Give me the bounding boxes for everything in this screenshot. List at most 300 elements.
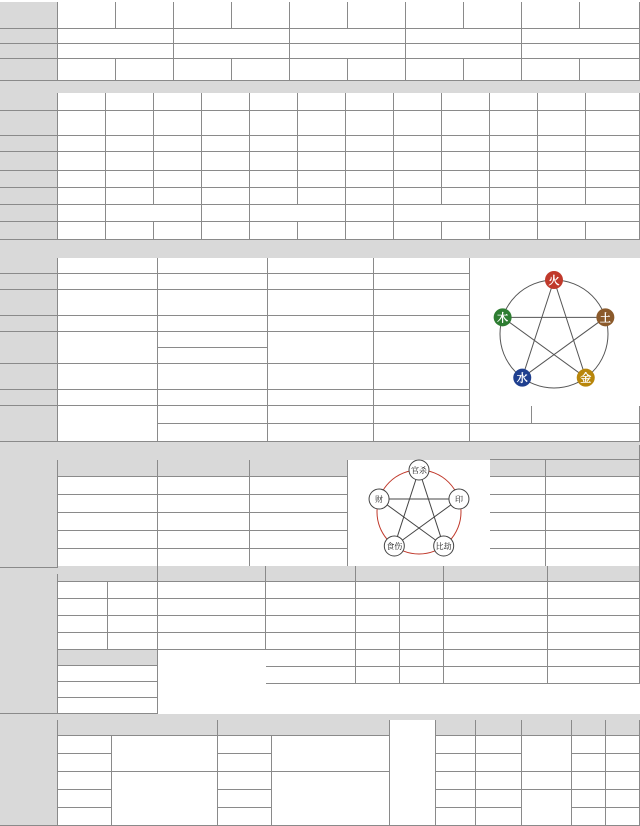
branch-cell	[586, 111, 640, 136]
sanhui-title	[58, 566, 158, 582]
wangshuai-cell	[538, 188, 586, 205]
yunqi-header	[436, 720, 476, 736]
sizhu-cell	[158, 274, 268, 290]
hidden-cell	[106, 171, 154, 188]
liuqin-cell	[58, 332, 158, 364]
note-cell	[532, 406, 640, 424]
bagua-cell	[250, 222, 298, 240]
branch_fangwei-cell	[586, 152, 640, 171]
liuqin1-label	[0, 332, 58, 364]
riyuan-cell	[158, 495, 250, 513]
wangshuai-cell	[490, 188, 538, 205]
tiangan-he-header	[546, 460, 640, 477]
yunqi-header	[522, 720, 572, 736]
strong-row	[58, 790, 112, 808]
tiangan-label	[0, 290, 58, 316]
sanhui-cell	[58, 616, 108, 633]
tiangan-chong-cell	[490, 531, 546, 549]
sizhu-label	[0, 274, 58, 290]
weak-col-cell	[606, 754, 640, 772]
body-label	[0, 59, 58, 81]
liuhe-cell	[266, 599, 356, 616]
age-cell	[268, 390, 374, 406]
branch_fangwei-label	[0, 152, 58, 171]
dizhi-label	[0, 364, 58, 390]
riyuan-cell	[58, 549, 158, 567]
liupo-cell	[548, 582, 640, 599]
liuchong-cell	[400, 616, 444, 633]
branch_fangwei-cell	[250, 152, 298, 171]
stem-cell	[58, 2, 116, 29]
riyuan-cell	[58, 477, 158, 495]
liuqin-cell	[158, 332, 268, 348]
liupo-cell	[548, 633, 640, 650]
empty-cell	[268, 316, 374, 332]
sizhu-cell	[268, 274, 374, 290]
dizhi-cell	[268, 364, 374, 390]
svg-text:金: 金	[580, 371, 592, 385]
tomb-cell	[538, 205, 640, 222]
months-cell	[202, 93, 250, 111]
svg-text:食伤: 食伤	[386, 541, 403, 551]
age-cell	[374, 390, 470, 406]
liuhe-cell	[266, 582, 356, 599]
state-cell	[436, 808, 476, 826]
empty-cell	[202, 205, 250, 222]
riyuan-cell	[250, 513, 348, 531]
branch_fangwei-cell	[202, 152, 250, 171]
age2-label	[0, 390, 58, 406]
trend-cell	[476, 736, 522, 754]
state-cell	[436, 790, 476, 808]
wuxing-node-earth	[596, 308, 614, 326]
sanhui-cell	[108, 616, 158, 633]
svg-text:印: 印	[454, 495, 463, 505]
sanxing-title	[58, 650, 158, 666]
body-cell	[290, 59, 348, 81]
weak-col-cell	[606, 808, 640, 826]
riyuan-cell	[58, 513, 158, 531]
yunqi-header	[606, 720, 640, 736]
fangwei-cell	[522, 44, 640, 59]
strong-col-cell	[572, 754, 606, 772]
liuchong-cell	[356, 599, 400, 616]
branch_wuxing-cell	[490, 136, 538, 152]
age1-label	[0, 316, 58, 332]
wangshuai-cell	[586, 188, 640, 205]
wuxing-node-water	[513, 369, 531, 387]
hidden-cell	[202, 171, 250, 188]
bagua-cell	[202, 222, 250, 240]
trend-cell	[476, 790, 522, 808]
riyuan-cell	[250, 495, 348, 513]
bagua-cell	[154, 222, 202, 240]
tiangan-cell	[158, 290, 268, 316]
state-cell	[436, 754, 476, 772]
weak-col-cell	[606, 736, 640, 754]
dizhi-cell	[58, 364, 158, 390]
wangshuai-cell	[58, 188, 106, 205]
trend-cell	[476, 808, 522, 826]
fangwei-cell	[58, 44, 174, 59]
fangwei-label	[0, 44, 58, 59]
stem-cell	[406, 2, 464, 29]
yunqi-header	[476, 720, 522, 736]
months-cell	[490, 93, 538, 111]
branch_wuxing-cell	[58, 136, 106, 152]
branch_fangwei-cell	[58, 152, 106, 171]
sanhui-cell	[58, 599, 108, 616]
strong-row	[58, 772, 112, 790]
sanxing-cell	[58, 698, 158, 714]
months-cell	[346, 93, 394, 111]
weak-col-cell	[606, 772, 640, 790]
branch_wuxing-cell	[154, 136, 202, 152]
tiangan-he-cell	[546, 513, 640, 531]
svg-text:水: 水	[516, 371, 528, 385]
xi-cell	[272, 736, 390, 772]
yongshen-label	[0, 720, 58, 826]
body-cell	[348, 59, 406, 81]
strong-row	[58, 808, 112, 826]
sanhe-title	[158, 566, 266, 582]
liuqin-cell	[58, 406, 158, 442]
ji-cell	[272, 772, 390, 826]
sanhui-cell	[108, 599, 158, 616]
branch_wuxing-cell	[298, 136, 346, 152]
dizhi-cell	[374, 364, 470, 390]
down-arrow-icon	[522, 790, 572, 826]
branch_fangwei-cell	[442, 152, 490, 171]
liuqin-cell	[158, 406, 268, 424]
empty-cell	[586, 222, 640, 240]
stem-cell	[522, 2, 580, 29]
wangshuai-cell	[394, 188, 442, 205]
liuchong-cell	[400, 633, 444, 650]
branch_wuxing-cell	[106, 136, 154, 152]
gongwei-cell	[374, 258, 470, 274]
trend-cell	[476, 772, 522, 790]
svg-text:官杀: 官杀	[411, 466, 427, 475]
tiangan-chong-cell	[490, 495, 546, 513]
strong-col-cell	[572, 808, 606, 826]
branch_fangwei-cell	[154, 152, 202, 171]
age-cell	[158, 390, 268, 406]
riyuan-label	[0, 460, 58, 568]
months-cell	[394, 93, 442, 111]
tiangan-chong-cell	[490, 549, 546, 567]
liuhai-cell	[444, 633, 548, 650]
wuxing-cell	[406, 29, 522, 44]
hidden-cell	[250, 171, 298, 188]
empty-cell	[268, 332, 374, 364]
branch_fangwei-cell	[106, 152, 154, 171]
liuhai-title	[444, 566, 548, 582]
shishen-node-cai	[369, 489, 389, 509]
bagua-cell	[346, 222, 394, 240]
wangshuai-cell	[106, 188, 154, 205]
hidden-cell	[58, 171, 106, 188]
bagua-cell	[106, 222, 154, 240]
wuxing-node-fire	[545, 271, 563, 289]
sizhu-cell	[374, 274, 470, 290]
branch-cell	[394, 111, 442, 136]
body-cell	[406, 59, 464, 81]
sanhe-cell	[158, 599, 266, 616]
tombs-label	[0, 205, 58, 222]
state-cell	[436, 736, 476, 754]
age-cell	[374, 316, 470, 332]
liuhai-cell	[444, 616, 548, 633]
liuchong-cell	[356, 650, 400, 667]
weak-row	[218, 754, 272, 772]
wuxing-label	[0, 29, 58, 44]
branch_wuxing-cell	[442, 136, 490, 152]
weak-title	[218, 720, 390, 736]
wuxing-node-metal	[577, 369, 595, 387]
tiangan-rel-title	[490, 445, 640, 460]
wuxing-cell	[58, 29, 174, 44]
trend-cell	[476, 754, 522, 772]
gongwei-cell	[268, 258, 374, 274]
yunqi-header	[572, 720, 606, 736]
riyuan-header	[58, 460, 158, 477]
tiangan-he-cell	[546, 477, 640, 495]
riyuan-cell	[58, 495, 158, 513]
months-label	[0, 93, 58, 111]
sanhui-cell	[58, 582, 108, 599]
tomb-cell	[394, 205, 490, 222]
liuchong-cell	[400, 650, 444, 667]
riyuan-header	[158, 460, 250, 477]
empty-cell	[490, 222, 538, 240]
strong-row	[58, 754, 112, 772]
liuchong-cell	[356, 616, 400, 633]
liupo-title	[548, 566, 640, 582]
hidden-label	[0, 171, 58, 188]
svg-text:木: 木	[497, 311, 509, 325]
fangwei-cell	[290, 44, 406, 59]
months-cell	[538, 93, 586, 111]
hidden-cell	[346, 171, 394, 188]
bagua-label	[0, 222, 58, 240]
liuhe-cell	[266, 616, 356, 633]
branch-cell	[106, 111, 154, 136]
empty-cell	[490, 205, 538, 222]
liuhai-cell	[444, 650, 548, 667]
hidden-cell	[298, 171, 346, 188]
body-cell	[580, 59, 640, 81]
branch_wuxing-cell	[346, 136, 394, 152]
state-cell	[436, 772, 476, 790]
ji-cell	[112, 772, 218, 826]
weak-row	[218, 790, 272, 808]
riyuan-cell	[158, 549, 250, 567]
age-cell	[158, 316, 268, 332]
branch-cell	[538, 111, 586, 136]
body-cell	[522, 59, 580, 81]
tiangan-he-cell	[546, 531, 640, 549]
liuhai-cell	[444, 599, 548, 616]
fangwei-cell	[406, 44, 522, 59]
weak-col-cell	[606, 790, 640, 808]
xi-cell	[112, 736, 218, 772]
sanxing-cell	[58, 682, 158, 698]
dizhi-cell	[158, 364, 268, 390]
liuchong-cell	[400, 599, 444, 616]
tiangan-chong-header	[490, 460, 546, 477]
stem-cell	[348, 2, 406, 29]
strong-col-cell	[572, 772, 606, 790]
sanxing-cell	[58, 666, 158, 682]
liuqin-cell	[158, 348, 268, 364]
wuxing-cell	[174, 29, 290, 44]
shishen-node-yin	[449, 489, 469, 509]
empty-cell	[346, 205, 394, 222]
branch-cell	[490, 111, 538, 136]
liuqin2-label	[0, 406, 58, 442]
wangshuai-cell	[202, 188, 250, 205]
wangshuai-cell	[154, 188, 202, 205]
tiangan-cell	[374, 290, 470, 316]
svg-text:火: 火	[548, 274, 560, 287]
liuchong-cell	[356, 667, 400, 684]
tomb-cell	[250, 205, 346, 222]
tiangan-he-cell	[546, 549, 640, 567]
tiangan-cell	[58, 290, 158, 316]
age-cell	[58, 316, 158, 332]
branch-cell	[442, 111, 490, 136]
stems-label	[0, 2, 58, 29]
riyuan-cell	[250, 549, 348, 567]
branch_fangwei-cell	[298, 152, 346, 171]
stem-cell	[464, 2, 522, 29]
svg-text:土: 土	[599, 311, 611, 325]
wangshuai-cell	[250, 188, 298, 205]
riyuan-header	[250, 460, 348, 477]
branch_wuxing-cell	[202, 136, 250, 152]
months-cell	[106, 93, 154, 111]
up-arrow-icon	[522, 736, 572, 772]
wangshuai-cell	[298, 188, 346, 205]
strong-col-cell	[572, 790, 606, 808]
branch-cell	[202, 111, 250, 136]
sanhe-cell	[158, 616, 266, 633]
branch_wuxing-cell	[394, 136, 442, 152]
liuqin-cell	[374, 406, 470, 424]
riyuan-cell	[58, 531, 158, 549]
liuqin-cell	[374, 332, 470, 364]
wangshuai-label	[0, 188, 58, 205]
sanhui-cell	[108, 582, 158, 599]
stem-cell	[290, 2, 348, 29]
liuchong-cell	[400, 667, 444, 684]
fangwei-cell	[174, 44, 290, 59]
body-cell	[174, 59, 232, 81]
gongwei-cell	[158, 258, 268, 274]
hidden-cell	[154, 171, 202, 188]
branch_wuxing-label	[0, 136, 58, 152]
wuxing-cycle-diagram	[472, 262, 636, 402]
strong-col-cell	[572, 736, 606, 754]
gongwei-label	[0, 258, 58, 274]
liuqin-cell	[268, 406, 374, 424]
months-cell	[154, 93, 202, 111]
wuxing-node-wood	[494, 308, 512, 326]
branch_wuxing-cell	[250, 136, 298, 152]
gongwei-cell	[58, 258, 158, 274]
note-cell	[470, 406, 532, 424]
shishen-node-shishang	[384, 536, 404, 556]
stem-cell	[116, 2, 174, 29]
wangshuai-cell	[442, 188, 490, 205]
tiangan-he-cell	[546, 495, 640, 513]
tiangan-chong-cell	[490, 477, 546, 495]
liupo-cell	[548, 599, 640, 616]
tiangan-cell	[268, 290, 374, 316]
tomb-cell	[106, 205, 202, 222]
branch-cell	[250, 111, 298, 136]
liupo-cell	[548, 650, 640, 667]
branch_fangwei-cell	[538, 152, 586, 171]
wuxing-cell	[522, 29, 640, 44]
riyuan-cell	[158, 531, 250, 549]
stem-cell	[580, 2, 640, 29]
yunqi-label	[390, 720, 436, 826]
body-cell	[116, 59, 174, 81]
branch_wuxing-cell	[586, 136, 640, 152]
branch-cell	[154, 111, 202, 136]
months-cell	[586, 93, 640, 111]
liuchong-title	[356, 566, 444, 582]
age-cell	[58, 390, 158, 406]
hidden-cell	[394, 171, 442, 188]
riyuan-cell	[250, 477, 348, 495]
strong-title	[58, 720, 218, 736]
stem-cell	[174, 2, 232, 29]
branch_fangwei-cell	[394, 152, 442, 171]
branch_fangwei-cell	[490, 152, 538, 171]
months-cell	[442, 93, 490, 111]
months-cell	[298, 93, 346, 111]
riyuan-cell	[250, 531, 348, 549]
riyuan-cell	[158, 513, 250, 531]
branch-cell	[58, 111, 106, 136]
sanhui-cell	[108, 633, 158, 650]
divider-band	[0, 240, 640, 258]
liupo-cell	[548, 667, 640, 684]
liupo-cell	[548, 616, 640, 633]
wangshuai-cell	[346, 188, 394, 205]
sanhe-cell	[158, 582, 266, 599]
body-cell	[58, 59, 116, 81]
branch-cell	[346, 111, 394, 136]
equal-icon	[522, 772, 572, 790]
liuhe-cell	[266, 633, 356, 650]
empty-cell	[58, 205, 106, 222]
liuhai-cell	[444, 582, 548, 599]
divider-band	[0, 81, 640, 93]
hidden-cell	[538, 171, 586, 188]
empty-cell	[442, 222, 490, 240]
svg-text:财: 财	[375, 495, 384, 505]
bagua-cell	[298, 222, 346, 240]
liuhe-cell	[266, 650, 356, 667]
hidden-cell	[586, 171, 640, 188]
months-cell	[250, 93, 298, 111]
bagua-cell	[58, 222, 106, 240]
tiangan-chong-cell	[490, 513, 546, 531]
